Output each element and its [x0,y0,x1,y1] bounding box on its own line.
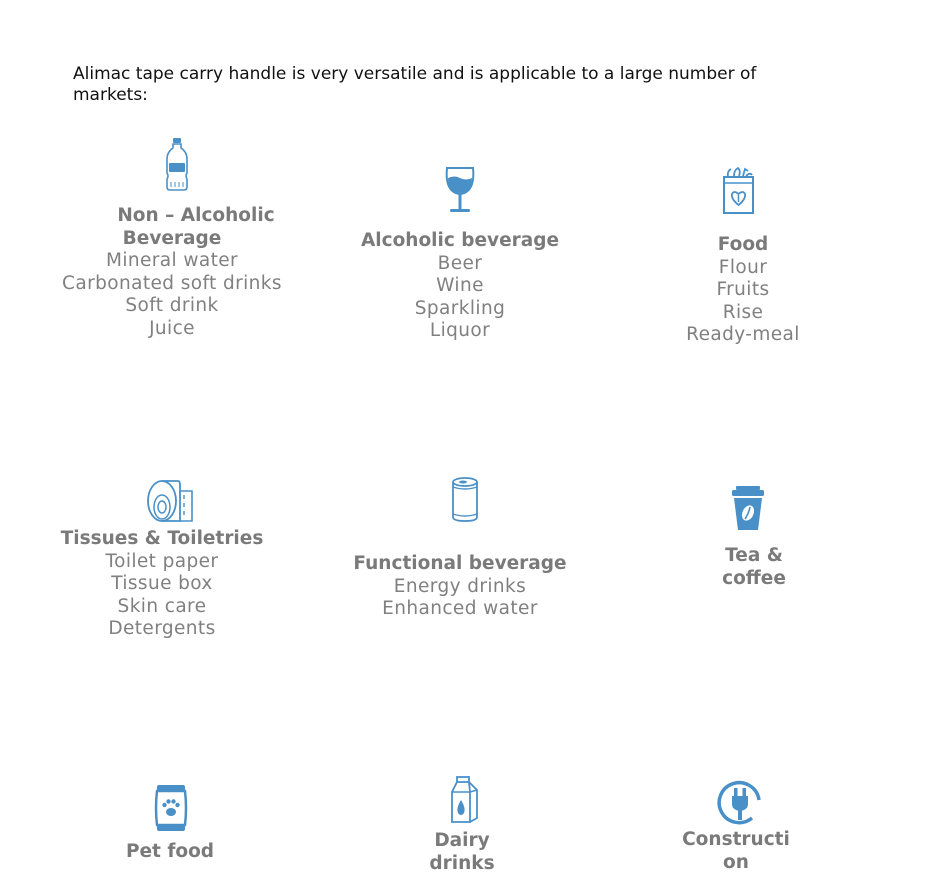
category-alcoholic [330,230,590,343]
power-plug-icon [716,778,764,826]
list-item: Tissue box [111,573,213,595]
grocery-bag-icon [722,167,755,215]
list-item: Skin care [117,595,207,617]
category-tissues [42,528,282,641]
toilet-paper-icon [146,477,194,523]
list-item: Soft drink [125,295,219,317]
category-non-alcoholic [42,205,302,341]
milk-carton-icon [451,776,479,824]
category-title: Tissues & Toiletries [60,528,264,549]
category-title: Pet food [125,841,215,862]
drink-can-icon [451,477,479,523]
list-item: Juice [149,317,195,339]
category-title: Beverage [122,227,222,249]
list-item: Liquor [429,320,491,342]
list-item: Energy drinks [393,575,527,597]
list-item: Flour [718,256,768,278]
category-title: drinks [429,852,495,874]
wine-glass-icon [445,166,475,214]
list-item: Enhanced water [382,598,538,620]
category-title: Non – Alcoholic [117,205,275,226]
list-item: Beer [437,252,483,274]
list-item: Carbonated soft drinks [62,272,282,294]
category-title: Alcoholic beverage [360,230,560,251]
pet-food-bag-icon [154,784,188,832]
list-item: Rise [722,301,764,323]
category-title: Constructi [682,829,790,850]
category-dairy [402,830,522,875]
list-item: Ready-meal [686,324,800,346]
category-construction [666,829,806,874]
list-item: Fruits [716,279,770,301]
list-item: Detergents [108,618,216,640]
category-title: Functional beverage [353,553,567,574]
category-title: Food [717,234,769,255]
list-item: Wine [436,275,484,297]
category-tea-coffee [694,545,814,590]
category-pet-food [90,841,250,864]
list-item: Sparkling [414,297,506,319]
category-title: Dairy [434,830,490,851]
category-title: Tea & [725,545,783,566]
category-food [643,234,843,347]
list-item: Toilet paper [105,550,219,572]
water-bottle-icon [165,137,189,192]
category-title: on [723,851,749,873]
coffee-cup-icon [731,485,765,531]
category-functional [330,553,590,621]
list-item: Mineral water [105,250,239,272]
intro-text: Alimac tape carry handle is very versatile and is applicable to a large number of markets: [73,64,757,105]
category-title: coffee [722,567,786,589]
